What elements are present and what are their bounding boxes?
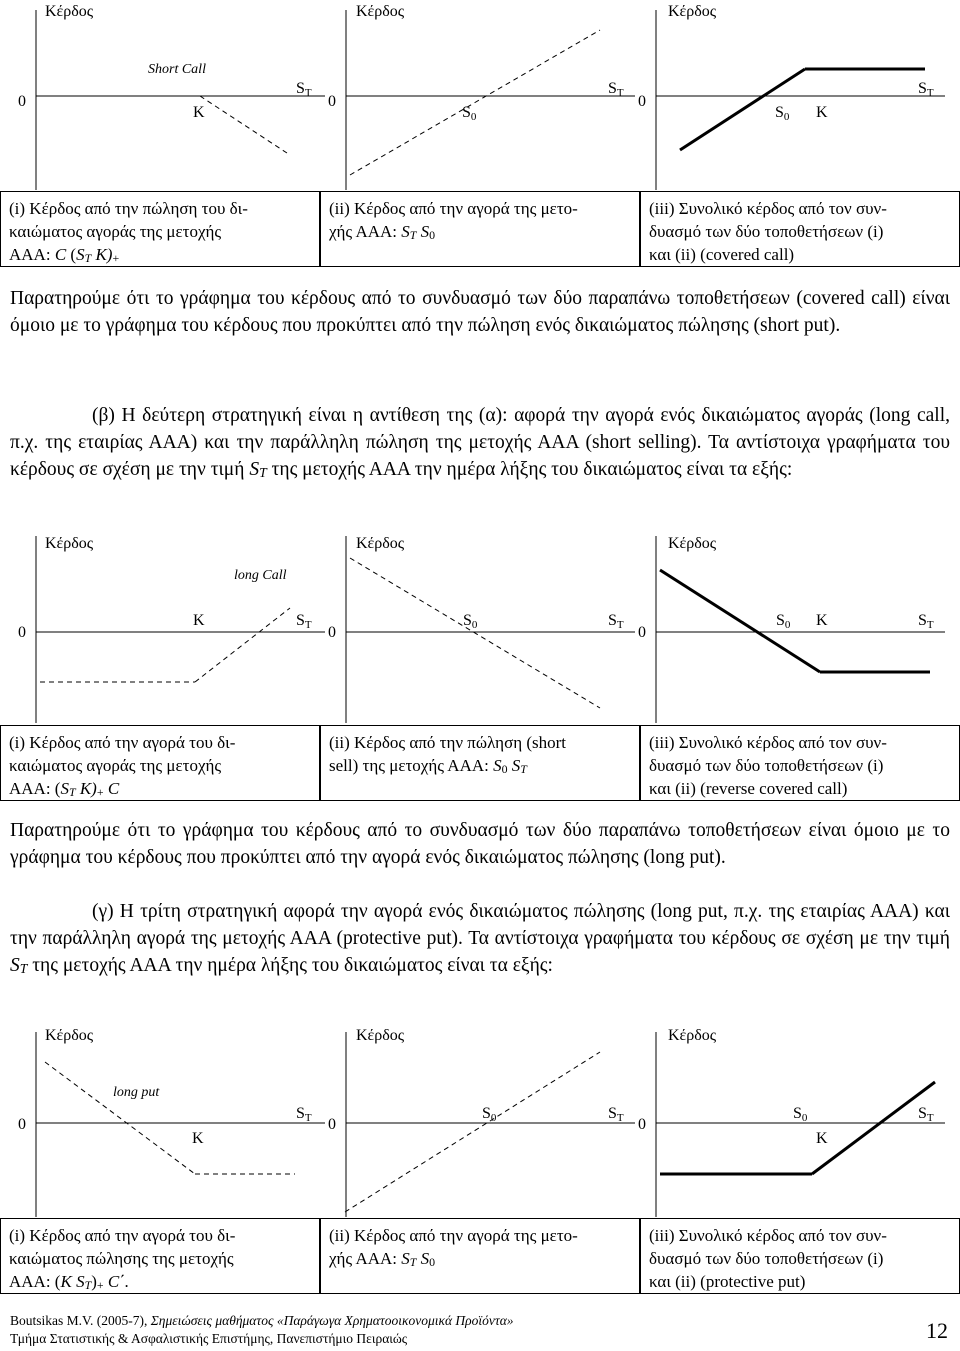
long-stock-line <box>350 30 600 175</box>
paragraph-strategy-c: (γ) Η τρίτη στρατηγική αφορά την αγορά ενός δικαιώματος πώλησης (long put, π.χ. της εταιρίας ΑΑΑ) και την παράλληλη αγορά της μετοχής ΑΑΑ (protective put). Τα αντίστοιχα γραφήματα του κέρδους σε σχέση με την τιμή $S_T$ της μετοχής ΑΑΑ την ημέρα λήξης του δικαιώματος είναι τα εξής: <box>10 901 950 976</box>
caption-reverse-covered-call: (iii) Συνολικό κέρδος από τον συν- δυασμό των δύο τοποθετήσεων (i) και (ii) (reverse covered call) <box>640 725 960 801</box>
s0-label: S0 <box>463 612 478 631</box>
origin-label: 0 <box>18 93 26 110</box>
caption-long-stock-2: (ii) Κέρδος από την αγορά της μετο- χής ΑΑΑ: $S_T$ $S_0$ <box>320 1218 640 1294</box>
chart-label-long-put: long put <box>113 1085 160 1100</box>
s0-label: S0 <box>482 1105 497 1124</box>
y-axis-label: Κέρδος <box>45 535 94 552</box>
paragraph-strategy-b: (β) Η δεύτερη στρατηγική είναι η αντίθεση της (α): αφορά την αγορά ενός δικαιώματος αγοράς (long call, π.χ. της εταιρίας ΑΑΑ) και την παράλληλη πώληση της μετοχής ΑΑΑ (short selling). Τα αντίστοιχα γραφήματα του κέρδους σε σχέση με την τιμή $S_T$ της μετοχής ΑΑΑ την ημέρα λήξης του δικαιώματος είναι τα εξής: <box>10 405 950 480</box>
st-label: ST <box>296 612 312 631</box>
figure-row-2 <box>0 528 960 728</box>
st-label: ST <box>296 80 312 99</box>
figure-row-1 <box>0 0 960 195</box>
s0-label: S0 <box>775 104 790 123</box>
origin-label: 0 <box>328 93 336 110</box>
y-axis-label: Κέρδος <box>356 535 405 552</box>
caption-long-call: (i) Κέρδος από την αγορά του δι- καιώματος αγοράς της μετοχής ΑΑΑ: ($S_T$ $K)_+$ C <box>0 725 320 801</box>
k-label: K <box>193 104 205 121</box>
st-label: ST <box>918 612 934 631</box>
payoff-diagrams-row-2 <box>0 528 960 728</box>
st-label: ST <box>918 1105 934 1124</box>
origin-label: 0 <box>638 93 646 110</box>
caption-covered-call: (iii) Συνολικό κέρδος από τον συν- δυασμό των δύο τοποθετήσεων (i) και (ii) (covered call) <box>640 191 960 267</box>
reverse-covered-call-slope <box>660 570 820 672</box>
origin-label: 0 <box>328 1116 336 1133</box>
st-label: ST <box>608 612 624 631</box>
caption-long-put: (i) Κέρδος από την αγορά του δι- καιώματος πώλησης της μετοχής ΑΑΑ: (K $S_T)_+$ C΄. <box>0 1218 320 1294</box>
page-footer: Boutsikas M.V. (2005-7), Σημειώσεις μαθήματος «Παράγωγα Χρηματοοικονομικά Προϊόντα» Τμήμα Στατιστικής & Ασφαλιστικής Επιστήμης, Πανεπιστήμιο Πειραιώς <box>10 1313 514 1346</box>
k-label: K <box>816 1130 828 1147</box>
caption-protective-put: (iii) Συνολικό κέρδος από τον συν- δυασμό των δύο τοποθετήσεων (i) και (ii) (protective put) <box>640 1218 960 1294</box>
st-label: ST <box>608 80 624 99</box>
y-axis-label: Κέρδος <box>45 3 94 20</box>
origin-label: 0 <box>638 1116 646 1133</box>
caption-short-call: (i) Κέρδος από την πώληση του δι- καιώματος αγοράς της μετοχής ΑΑΑ: C ($S_T$ $K)_+$ <box>0 191 320 267</box>
k-label: K <box>193 612 205 629</box>
payoff-diagrams-row-1 <box>0 0 960 195</box>
payoff-diagrams-row-3 <box>0 1022 960 1222</box>
y-axis-label: Κέρδος <box>668 1027 717 1044</box>
chart-label-short-call: Short Call <box>148 62 206 77</box>
s0-label: S0 <box>462 104 477 123</box>
y-axis-label: Κέρδος <box>356 1027 405 1044</box>
long-put-slope <box>45 1062 195 1174</box>
y-axis-label: Κέρδος <box>668 3 717 20</box>
origin-label: 0 <box>638 624 646 641</box>
chart-label-long-call: long Call <box>234 568 287 583</box>
k-label: K <box>816 612 828 629</box>
caption-short-stock: (ii) Κέρδος από την πώληση (short sell) της μετοχής ΑΑΑ: $S_0$ $S_T$ <box>320 725 640 801</box>
captions-row-3 <box>0 1218 960 1294</box>
y-axis-label: Κέρδος <box>356 3 405 20</box>
long-stock-line <box>345 1052 600 1212</box>
paragraph-covered-call-note: Παρατηρούμε ότι το γράφημα του κέρδους από το συνδυασμό των δύο παραπάνω τοποθετήσεων (covered call) είναι όμοιο με το γράφημα του κέρδους που προκύπτει από την πώληση ενός δικαιώματος πώλησης (short put). <box>10 288 950 336</box>
origin-label: 0 <box>18 1116 26 1133</box>
protective-put-slope <box>812 1082 935 1174</box>
paragraph-reverse-covered-call-note: Παρατηρούμε ότι το γράφημα του κέρδους από το συνδυασμό των δύο παραπάνω τοποθετήσεων είναι όμοιο με το γράφημα του κέρδους που προκύπτει από την αγορά ενός δικαιώματος πώλησης (long put). <box>10 820 950 868</box>
short-call-slope <box>200 96 290 155</box>
k-label: K <box>192 1130 204 1147</box>
y-axis-label: Κέρδος <box>45 1027 94 1044</box>
caption-long-stock: (ii) Κέρδος από την αγορά της μετο- χής ΑΑΑ: $S_T$ $S_0$ <box>320 191 640 267</box>
covered-call-slope <box>680 69 805 150</box>
page-number: 12 <box>926 1318 948 1343</box>
st-label: ST <box>608 1105 624 1124</box>
y-axis-label: Κέρδος <box>668 535 717 552</box>
captions-row-2 <box>0 725 960 801</box>
short-stock-line <box>350 558 600 708</box>
s0-label: S0 <box>776 612 791 631</box>
figure-row-3 <box>0 1022 960 1222</box>
st-label: ST <box>296 1105 312 1124</box>
st-label: ST <box>918 80 934 99</box>
s0-label: S0 <box>793 1105 808 1124</box>
origin-label: 0 <box>18 624 26 641</box>
origin-label: 0 <box>328 624 336 641</box>
k-label: K <box>816 104 828 121</box>
long-call-slope <box>195 608 290 682</box>
captions-row-1 <box>0 191 960 267</box>
